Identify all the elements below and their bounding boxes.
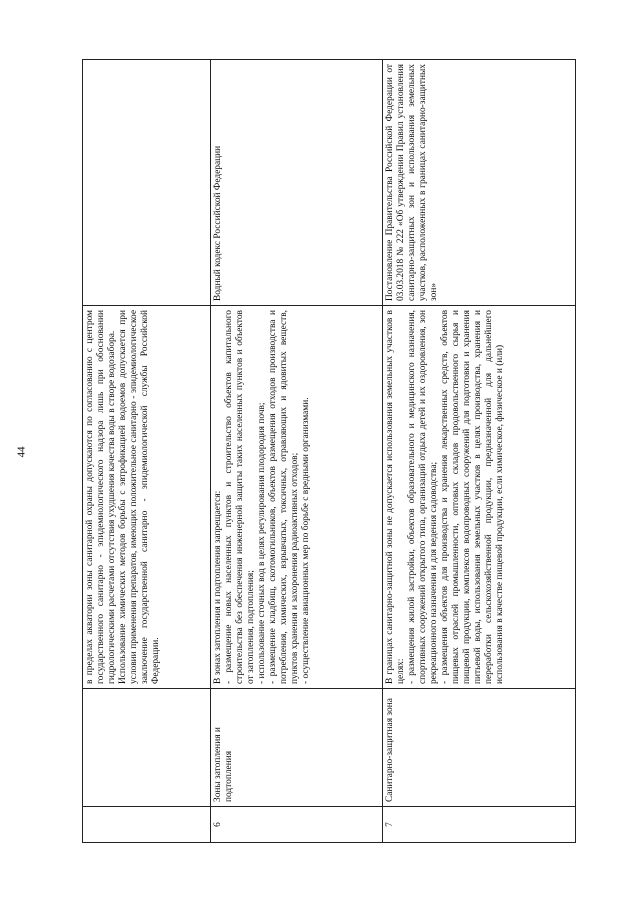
restriction-paragraph: - размещения объектов для производства и хранения лекарственных средств, объектов пищевых отраслей промышленности, оптовых складов продовольственного сырья и пищевой продукции, комплексов водопроводных сооружений для подготовки и хранения питьевой воды, использования земельных участков в целях производства, хранения и переработки сельскохозяйственной продукции, предназначенной для дальнейшего использования в качестве пищевой продукции, если химическое, физическое и (или) xyxy=(440,310,505,684)
restriction-paragraph: - осуществление авиационных мер по борьбе с вредными организмами. xyxy=(301,397,311,684)
zone-restrictions-table xyxy=(82,59,576,843)
restriction-paragraph: - размещение кладбищ, скотомогильников, объектов размещения отходов производства и потребления, химических, взрывчатых, токсичных, отравляющих и ядовитых веществ, пунктов хранения и захоронения радиоактивных отходов; xyxy=(268,310,300,684)
restriction-paragraph: - размещение новых населенных пунктов и строительство объектов капитального строительства без обеспечения инженерной защиты таких населенных пунктов и объектов от затопления, подтопления; xyxy=(224,310,256,684)
row-number-cell: 6 xyxy=(211,807,383,843)
restrictions-cell xyxy=(211,306,383,689)
restriction-paragraph: В границах санитарно-защитной зоны не допускается использования земельных участков в целях: xyxy=(385,310,406,684)
zone-name-cell: Зоны затопления и подтопления xyxy=(211,689,383,807)
legal-basis-cell: Водный кодекс Российской Федерации xyxy=(211,60,383,306)
restriction-paragraph: Использование химических методов борьбы с эвтрофикацией водоемов допускается при условии применения препаратов, имеющих положительное санитарно - эпидемиологическое заключение государственной санитарно - эпидемиологической службы Российской Федерации. xyxy=(118,310,161,684)
restrictions-cell xyxy=(83,306,211,689)
table-row xyxy=(383,60,576,843)
restriction-paragraph: - размещения жилой застройки, объектов образовательного и медицинского назначения, спортивных сооружений открытого типа, организаций отдыха детей и их оздоровления, зон рекреационного назначения и для ведения садоводства; xyxy=(407,310,439,684)
restriction-paragraph: в пределах акватории зоны санитарной охраны допускаются по согласованию с центром государственного санитарно - эпидемиологического надзора лишь при обосновании гидрологическими расчетами отсутствия ухудшения качества воды в створе водозабора. xyxy=(85,310,117,684)
table-row xyxy=(211,60,383,843)
restriction-paragraph: - использование сточных вод в целях регулирования плодородия почв; xyxy=(257,402,267,684)
row-number-cell xyxy=(83,807,211,843)
page-number: 44 xyxy=(15,446,27,458)
row-number-cell: 7 xyxy=(383,807,576,843)
table-row xyxy=(83,60,211,843)
zone-name-cell: Санитарно-защитная зона xyxy=(383,689,576,807)
legal-basis-cell: Постановление Правительства Российской Федерации от 03.03.2018 № 222 «Об утверждении Правил установления санитарно-защитных зон и использования земельных участков, расположенных в границах санитарно-защитных зон» xyxy=(383,60,576,306)
legal-basis-cell xyxy=(83,60,211,306)
rotated-landscape-page xyxy=(82,60,575,843)
restrictions-cell xyxy=(383,306,576,689)
zone-name-cell xyxy=(83,689,211,807)
restriction-paragraph: В зонах затопления и подтопления запрещается: xyxy=(213,490,223,684)
